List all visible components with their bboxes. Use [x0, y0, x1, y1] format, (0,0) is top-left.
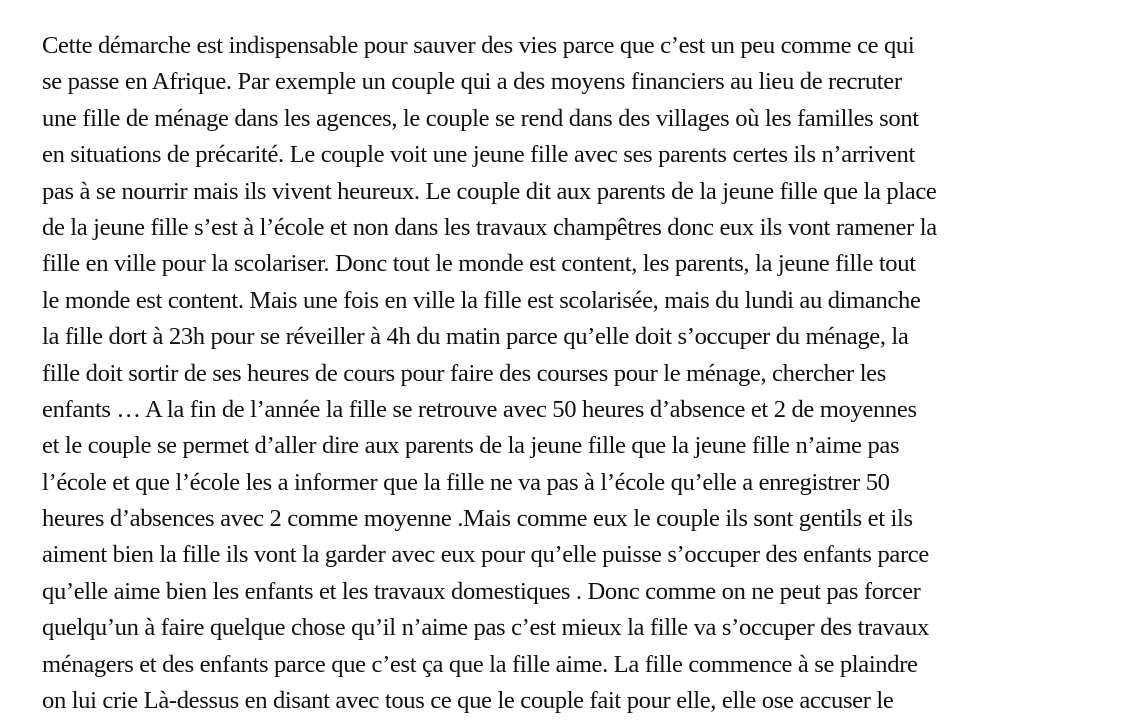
text-line-4: en situations de précarité. Le couple voit une jeune fille avec ses parents certes ils n’arrivent	[42, 141, 915, 169]
text-line-14: heures d’absences avec 2 comme moyenne .Mais comme eux le couple ils sont gentils et ils	[42, 505, 913, 533]
text-line-15: aiment bien la fille ils vont la garder avec eux pour qu’elle puisse s’occuper des enfants parce	[42, 541, 929, 569]
text-line-1: Cette démarche est indispensable pour sauver des vies parce que c’est un peu comme ce qui	[42, 32, 915, 59]
text-line-12: et le couple se permet d’aller dire aux parents de la jeune fille que la jeune fille n’aime pas	[42, 432, 900, 460]
text-line-10: fille doit sortir de ses heures de cours pour faire des courses pour le ménage, chercher les	[42, 359, 886, 387]
text-line-7: fille en ville pour la scolariser. Donc tout le monde est content, les parents, la jeune fille tout	[42, 250, 916, 278]
text-line-3: une fille de ménage dans les agences, le couple se rend dans des villages où les familles sont	[42, 104, 919, 132]
text-line-16: qu’elle aime bien les enfants et les travaux domestiques . Donc comme on ne peut pas forcer	[42, 577, 921, 605]
text-line-11: enfants … A la fin de l’année la fille se retrouve avec 50 heures d’absence et 2 de moyennes	[42, 395, 917, 423]
body-paragraph	[42, 28, 1102, 719]
text-line-18: ménagers et des enfants parce que c’est ça que la fille aime. La fille commence à se plaindre	[42, 650, 918, 678]
text-line-9: la fille dort à 23h pour se réveiller à 4h du matin parce qu’elle doit s’occuper du ménage, la	[42, 323, 909, 351]
text-line-13: l’école et que l’école les a informer que la fille ne va pas à l’école qu’elle a enregistrer 50	[42, 468, 890, 496]
text-line-2: se passe en Afrique. Par exemple un couple qui a des moyens financiers au lieu de recruter	[42, 68, 902, 96]
text-line-8: le monde est content. Mais une fois en ville la fille est scolarisée, mais du lundi au dimanche	[42, 286, 921, 314]
text-line-19: on lui crie Là-dessus en disant avec tous ce que le couple fait pour elle, elle ose accuser le	[42, 687, 894, 715]
text-line-5: pas à se nourrir mais ils vivent heureux. Le couple dit aux parents de la jeune fille que la place	[42, 177, 937, 205]
text-line-6: de la jeune fille s’est à l’école et non dans les travaux champêtres donc eux ils vont ramener la	[42, 213, 937, 241]
text-line-17: quelqu’un à faire quelque chose qu’il n’aime pas c’est mieux la fille va s’occuper des travaux	[42, 614, 929, 642]
